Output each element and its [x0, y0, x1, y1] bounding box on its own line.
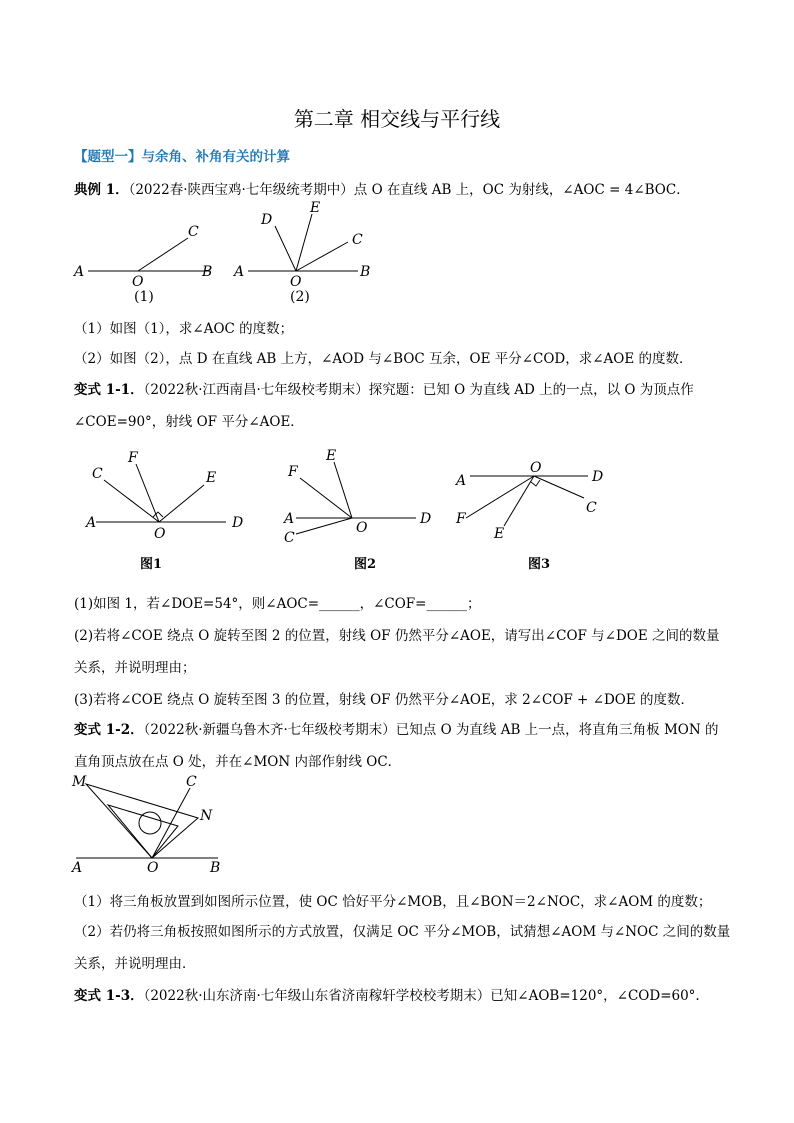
fig-c-label-c: C: [586, 500, 597, 516]
variant-1-2-label: 变式 1-2．: [74, 722, 144, 738]
fig1-label-c: C: [188, 224, 199, 240]
fig-c-label-d: D: [592, 469, 604, 485]
variant-1-2-statement: [74, 718, 718, 738]
fig-c-label-a: A: [456, 473, 467, 489]
fig-d-label-c: C: [186, 774, 197, 790]
fig-d-label-m: M: [72, 774, 87, 790]
variant-1-1-label: 变式 1-1．: [74, 382, 144, 398]
fig2-label-e: E: [310, 200, 321, 216]
fig-a-label-c: C: [92, 466, 103, 482]
fig-b-label-a: A: [284, 511, 295, 527]
fig-d-label-a: A: [72, 860, 83, 876]
fig-b-label-e: E: [326, 448, 337, 464]
fig-b-label-o: O: [356, 520, 368, 536]
variant-1-1-q3: (3)若将∠COE 绕点 O 旋转至图 3 的位置，射线 OF 仍然平分∠AOE，求 2∠COF + ∠DOE 的度数．: [74, 692, 694, 708]
example-1-statement: [74, 178, 690, 198]
variant-1-3-label: 变式 1-3．: [74, 988, 144, 1004]
fig-a-label-d: D: [232, 515, 244, 531]
variant-1-1-text2: ∠COE=90°，射线 OF 平分∠AOE．: [74, 414, 304, 430]
fig-b-caption: 图2: [354, 557, 377, 572]
fig-d-label-n: N: [200, 808, 213, 824]
example-1-q2: （2）如图（2），点 D 在直线 AB 上方，∠AOD 与∠BOC 互余，OE 平分∠COD，求∠AOE 的度数．: [74, 351, 693, 367]
fig-a-caption: 图1: [140, 557, 163, 572]
variant-1-2-q2: （2）若仍将三角板按照如图所示的方式放置，仅满足 OC 平分∠MOB，试猜想∠AOM 与∠NOC 之间的数量: [74, 924, 731, 940]
variant-1-3-statement: [74, 984, 700, 1004]
variant-1-1-q2b: 关系，并说明理由；: [74, 660, 196, 676]
variant-1-1-figures: [74, 440, 634, 580]
fig1-label-b: B: [202, 264, 213, 280]
fig-d-label-b: B: [210, 860, 221, 876]
fig-a-label-f: F: [128, 450, 138, 466]
example-1-figures: [70, 200, 390, 310]
fig-b-label-c: C: [284, 530, 295, 546]
section-heading: 【题型一】与余角、补角有关的计算: [74, 149, 290, 165]
variant-1-2-text2: 直角顶点放在点 O 处，并在∠MON 内部作射线 OC．: [74, 754, 402, 770]
fig-c-label-o: O: [530, 460, 542, 476]
variant-1-1-q1: (1)如图 1，若∠DOE=54°，则∠AOC=______，∠COF=______；: [74, 596, 481, 612]
variant-1-1-q2: (2)若将∠COE 绕点 O 旋转至图 2 的位置，射线 OF 仍然平分∠AOE，请写出∠COF 与∠DOE 之间的数量: [74, 628, 720, 644]
variant-1-2-figure: [70, 772, 240, 880]
example-1-text: （2022春·陕西宝鸡·七年级统考期中）点 O 在直线 AB 上，OC 为射线，∠AOC = 4∠BOC．: [128, 182, 690, 198]
fig2-label-d: D: [261, 212, 273, 228]
fig2-caption: (2): [290, 289, 310, 305]
fig-c-label-e: E: [494, 526, 505, 542]
fig2-label-b: B: [360, 264, 371, 280]
fig-d-label-o: O: [147, 860, 159, 876]
variant-1-1-text: （2022秋·江西南昌·七年级校考期末）探究题：已知 O 为直线 AD 上的一点，以 O 为顶点作: [143, 382, 694, 398]
fig-a-label-o: O: [154, 526, 166, 542]
variant-1-2-q2b: 关系，并说明理由．: [74, 956, 196, 972]
fig1-caption: (1): [134, 289, 154, 305]
variant-1-1-statement: [74, 378, 694, 398]
variant-1-2-q1: （1）将三角板放置到如图所示位置，使 OC 恰好平分∠MOB，且∠BON＝2∠NOC，求∠AOM 的度数；: [74, 894, 712, 910]
fig-a-label-a: A: [86, 515, 97, 531]
fig-a-label-e: E: [206, 470, 217, 486]
variant-1-3-text: （2022秋·山东济南·七年级山东省济南稼轩学校校考期末）已知∠AOB=120°，∠COD=60°.: [143, 988, 700, 1004]
fig-b-label-d: D: [420, 511, 432, 527]
fig1-label-o: O: [132, 274, 144, 290]
fig1-label-a: A: [74, 264, 85, 280]
variant-1-2-text: （2022秋·新疆乌鲁木齐·七年级校考期末）已知点 O 为直线 AB 上一点，将直角三角板 MON 的: [143, 722, 719, 738]
fig2-label-c: C: [352, 232, 363, 248]
fig2-label-a: A: [234, 264, 245, 280]
fig-b-label-f: F: [288, 464, 298, 480]
fig-c-caption: 图3: [528, 557, 551, 572]
fig2-label-o: O: [290, 274, 302, 290]
example-1-label: 典例 1．: [74, 182, 129, 198]
page-title: 第二章 相交线与平行线: [293, 107, 501, 131]
fig-c-label-f: F: [456, 511, 466, 527]
example-1-q1: （1）如图（1），求∠AOC 的度数；: [74, 321, 294, 337]
